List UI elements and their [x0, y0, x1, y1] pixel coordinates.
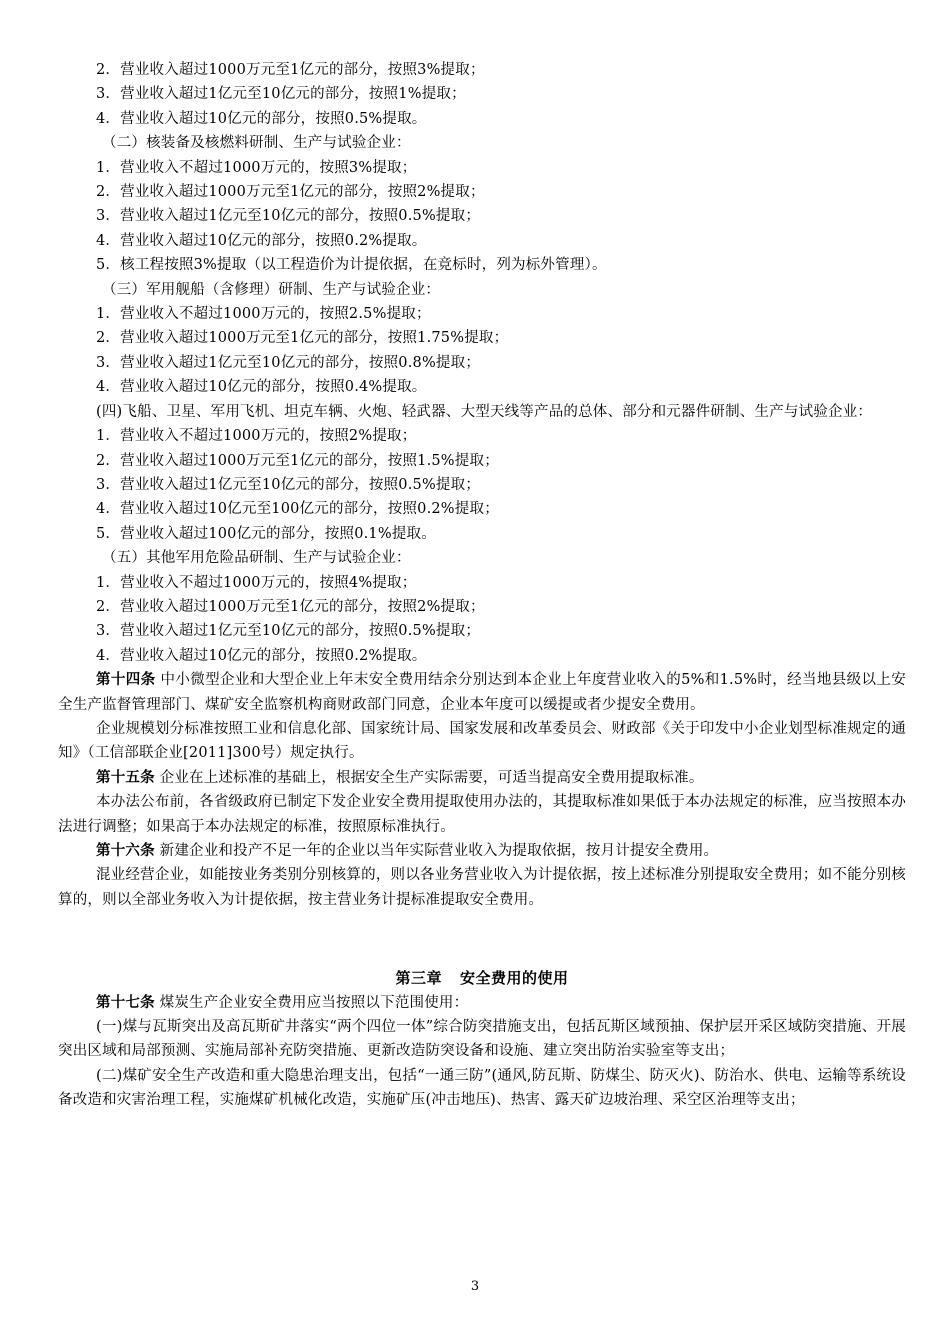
- list-item: 2．营业收入超过1000万元至1亿元的部分，按照2%提取；: [96, 184, 485, 201]
- section-heading: （五）其他军用危险品研制、生产与试验企业：: [102, 550, 411, 567]
- list-item: (一)煤与瓦斯突出及高瓦斯矿井落实“两个四位一体”综合防突措施支出，包括瓦斯区域预抽、保护层开采区域防突措施、开展突出区域和局部预测、实施局部补充防突措施、更新改造防突设备和设施、建立突出防治实验室等支出；: [58, 1019, 906, 1060]
- list-item: 1．营业收入不超过1000万元的，按照2.5%提取；: [96, 306, 431, 323]
- article-label: 第十五条: [96, 768, 155, 786]
- list-item: 3．营业收入超过1亿元至10亿元的部分，按照1%提取；: [96, 86, 466, 103]
- page-number: 3: [470, 1279, 480, 1294]
- list-item: 2．营业收入超过1000万元至1亿元的部分，按照1.75%提取；: [96, 330, 509, 347]
- list-item: 5．营业收入超过100亿元的部分，按照0.1%提取。: [96, 525, 436, 542]
- chapter-heading: [58, 966, 906, 990]
- list-item: 3．营业收入超过1亿元至10亿元的部分，按照0.8%提取；: [96, 354, 481, 371]
- list-item: 2．营业收入超过1000万元至1亿元的部分，按照1.5%提取；: [96, 452, 499, 469]
- list-item: 1．营业收入不超过1000万元的，按照4%提取；: [96, 574, 417, 591]
- list-item: 4．营业收入超过10亿元的部分，按照0.4%提取。: [96, 379, 427, 396]
- article-text: 煤炭生产企业安全费用应当按照以下范围使用：: [159, 994, 469, 1011]
- list-item: (二)煤矿安全生产改造和重大隐患治理支出，包括“一通三防”(通风,防瓦斯、防煤尘、防灭火)、防治水、供电、运输等系统设备改造和灾害治理工程，实施煤矿机械化改造，实施矿压(冲击地压)、热害、露天矿边坡治理、采空区治理等支出；: [58, 1067, 906, 1109]
- article-label: 第十四条: [96, 671, 156, 689]
- list-item: 5．核工程按照3%提取（以工程造价为计提依据，在竞标时，列为标外管理）。: [96, 257, 607, 274]
- chapter-number: 第三章: [395, 969, 442, 988]
- article-paragraph: 混业经营企业，如能按业务类别分别核算的，则以各业务营业收入为计提依据，按上述标准分别提取安全费用；如不能分别核算的，则以全部业务收入为计提依据，按主营业务计提标准提取安全费用。: [58, 867, 906, 908]
- list-item: 4．营业收入超过10亿元的部分，按照0.2%提取。: [96, 232, 427, 249]
- article-text: 新建企业和投产不足一年的企业以当年实际营业收入为提取依据，按月计提安全费用。: [159, 843, 719, 859]
- list-item: 4．营业收入超过10亿元至100亿元的部分，按照0.2%提取；: [96, 501, 499, 518]
- list-item: 2．营业收入超过1000万元至1亿元的部分，按照3%提取；: [96, 62, 485, 78]
- article-14: [58, 668, 906, 717]
- document-body: [58, 58, 906, 1113]
- list-item: 1．营业收入不超过1000万元的，按照3%提取；: [96, 159, 417, 176]
- list-item: 3．营业收入超过1亿元至10亿元的部分，按照0.5%提取；: [96, 476, 481, 493]
- list-item: 3．营业收入超过1亿元至10亿元的部分，按照0.5%提取；: [96, 208, 481, 225]
- article-16: [58, 839, 906, 863]
- article-15: [58, 766, 906, 790]
- list-item: 2．营业收入超过1000万元至1亿元的部分，按照2%提取；: [96, 598, 485, 615]
- article-17: [58, 991, 906, 1015]
- list-item: 1．营业收入不超过1000万元的，按照2%提取；: [96, 428, 417, 445]
- article-text: 中小微型企业和大型企业上年末安全费用结余分别达到本企业上年度营业收入的5%和1.5%时，经当地县级以上安全生产监督管理部门、煤矿安全监察机构商财政部门同意，企业本年度可以缓提或者少提安全费用。: [58, 672, 906, 713]
- spacer: [58, 912, 906, 960]
- article-label: 第十六条: [96, 842, 155, 859]
- list-item: 4．营业收入超过10亿元的部分，按照0.5%提取。: [96, 110, 427, 127]
- section-heading: （二）核装备及核燃料研制、生产与试验企业：: [102, 135, 411, 152]
- article-label: 第十七条: [96, 993, 155, 1011]
- article-paragraph: 本办法公布前，各省级政府已制定下发企业安全费用提取使用办法的，其提取标准如果低于本办法规定的标准，应当按照本办法进行调整；如果高于本办法规定的标准，按照原标准执行。: [58, 794, 906, 835]
- section-heading: （三）军用舰船（含修理）研制、生产与试验企业：: [102, 281, 441, 298]
- section-heading: (四)飞船、卫星、军用飞机、坦克车辆、火炮、轻武器、大型天线等产品的总体、部分和元器件研制、生产与试验企业：: [96, 403, 873, 420]
- list-item: 4．营业收入超过10亿元的部分，按照0.2%提取。: [96, 647, 427, 664]
- list-item: 3．营业收入超过1亿元至10亿元的部分，按照0.5%提取；: [96, 623, 481, 640]
- article-text: 企业在上述标准的基础上，根据安全生产实际需要，可适当提高安全费用提取标准。: [159, 769, 704, 786]
- chapter-title: 安全费用的使用: [460, 969, 569, 988]
- article-paragraph: 企业规模划分标准按照工业和信息化部、国家统计局、国家发展和改革委员会、财政部《关于印发中小企业划型标准规定的通知》（工信部联企业[2011]300号）规定执行。: [58, 720, 906, 762]
